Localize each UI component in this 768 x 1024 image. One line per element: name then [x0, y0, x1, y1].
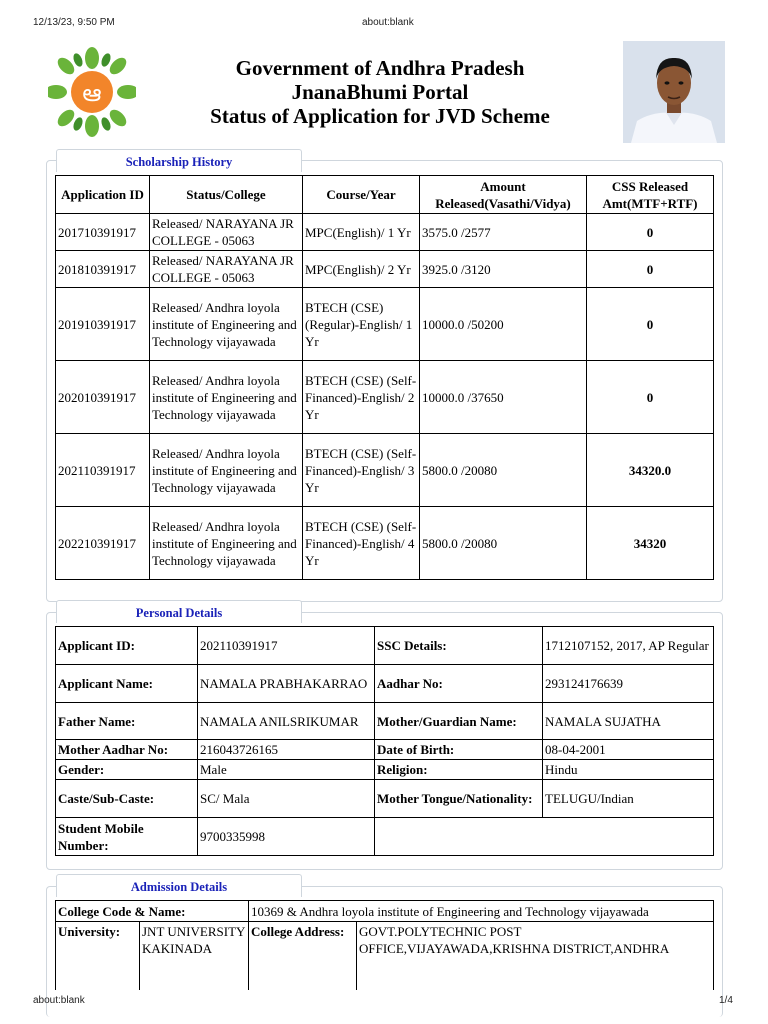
mother-tongue-label: Mother Tongue/Nationality:: [375, 780, 543, 818]
mother-tongue-value: TELUGU/Indian: [543, 780, 714, 818]
svg-text:ఆ: ఆ: [82, 79, 102, 107]
print-page-title: about:blank: [362, 17, 414, 28]
mobile-label: Student Mobile Number:: [56, 818, 198, 856]
table-row: [56, 214, 714, 251]
print-page-number: 1/4: [719, 995, 733, 1006]
gender-label: Gender:: [56, 760, 198, 780]
css-released: 34320: [587, 507, 714, 580]
application-id: 202110391917: [56, 434, 150, 507]
table-row: [56, 665, 714, 703]
table-row: [56, 760, 714, 780]
applicant-id-label: Applicant ID:: [56, 627, 198, 665]
university-value: JNT UNIVERSITY KAKINADA: [140, 922, 249, 991]
caste-value: SC/ Mala: [198, 780, 375, 818]
header-portal: JnanaBhumi Portal: [291, 80, 469, 104]
css-released: 0: [587, 251, 714, 288]
table-row: [56, 780, 714, 818]
table-row: [56, 901, 714, 922]
college-address-label: College Address:: [249, 922, 357, 991]
personal-details-tab: Personal Details: [56, 600, 302, 623]
table-row: [56, 434, 714, 507]
course-year: BTECH (CSE) (Self-Financed)-English/ 2 Yr: [303, 361, 420, 434]
father-name-value: NAMALA ANILSRIKUMAR: [198, 703, 375, 740]
table-row: [56, 251, 714, 288]
header-status-title: Status of Application for JVD Scheme: [210, 104, 550, 128]
table-row: [56, 818, 714, 856]
scholarship-table: [55, 175, 714, 580]
amount-released: 5800.0 /20080: [420, 507, 587, 580]
university-label: University:: [56, 922, 140, 991]
print-footer-url: about:blank: [33, 995, 85, 1006]
course-year: MPC(English)/ 1 Yr: [303, 214, 420, 251]
col-status-college: Status/College: [150, 176, 303, 214]
application-id: 202210391917: [56, 507, 150, 580]
course-year: BTECH (CSE) (Regular)-English/ 1 Yr: [303, 288, 420, 361]
table-row: [56, 703, 714, 740]
col-course-year: Course/Year: [303, 176, 420, 214]
dob-value: 08-04-2001: [543, 740, 714, 760]
css-released: 0: [587, 288, 714, 361]
personal-details-table: [55, 626, 714, 856]
amount-released: 3925.0 /3120: [420, 251, 587, 288]
applicant-name-value: NAMALA PRABHAKARRAO: [198, 665, 375, 703]
status-college: Released/ Andhra loyola institute of Engineering and Technology vijayawada: [150, 507, 303, 580]
college-address-value: GOVT.POLYTECHNIC POST OFFICE,VIJAYAWADA,KRISHNA DISTRICT,ANDHRA: [357, 922, 714, 991]
table-row: [56, 922, 714, 991]
status-college: Released/ NARAYANA JR COLLEGE - 05063: [150, 251, 303, 288]
aadhar-no-value: 293124176639: [543, 665, 714, 703]
admission-details-table: [55, 900, 714, 990]
amount-released: 10000.0 /37650: [420, 361, 587, 434]
css-released: 0: [587, 214, 714, 251]
mother-aadhar-value: 216043726165: [198, 740, 375, 760]
ssc-details-value: 1712107152, 2017, AP Regular: [543, 627, 714, 665]
religion-label: Religion:: [375, 760, 543, 780]
application-id: 201810391917: [56, 251, 150, 288]
col-css-released: CSS Released Amt(MTF+RTF): [587, 176, 714, 214]
table-row: [56, 507, 714, 580]
course-year: MPC(English)/ 2 Yr: [303, 251, 420, 288]
mother-aadhar-label: Mother Aadhar No:: [56, 740, 198, 760]
applicant-photo: [623, 41, 725, 143]
scholarship-header-row: [56, 176, 714, 214]
status-college: Released/ NARAYANA JR COLLEGE - 05063: [150, 214, 303, 251]
table-row: [56, 740, 714, 760]
admission-table-clip: [0, 900, 768, 990]
status-college: Released/ Andhra loyola institute of Engineering and Technology vijayawada: [150, 288, 303, 361]
mother-name-value: NAMALA SUJATHA: [543, 703, 714, 740]
course-year: BTECH (CSE) (Self-Financed)-English/ 3 Yr: [303, 434, 420, 507]
college-code-value: 10369 & Andhra loyola institute of Engineering and Technology vijayawada: [249, 901, 714, 922]
header-government: Government of Andhra Pradesh: [235, 56, 525, 80]
course-year: BTECH (CSE) (Self-Financed)-English/ 4 Yr: [303, 507, 420, 580]
applicant-id-value: 202110391917: [198, 627, 375, 665]
caste-label: Caste/Sub-Caste:: [56, 780, 198, 818]
css-released: 34320.0: [587, 434, 714, 507]
table-row: [56, 627, 714, 665]
applicant-name-label: Applicant Name:: [56, 665, 198, 703]
empty-cell: [375, 818, 714, 856]
amount-released: 3575.0 /2577: [420, 214, 587, 251]
css-released: 0: [587, 361, 714, 434]
ssc-details-label: SSC Details:: [375, 627, 543, 665]
jnanabhumi-logo: [48, 46, 136, 138]
table-row: [56, 288, 714, 361]
father-name-label: Father Name:: [56, 703, 198, 740]
gender-value: Male: [198, 760, 375, 780]
religion-value: Hindu: [543, 760, 714, 780]
mobile-value: 9700335998: [198, 818, 375, 856]
amount-released: 5800.0 /20080: [420, 434, 587, 507]
amount-released: 10000.0 /50200: [420, 288, 587, 361]
col-application-id: Application ID: [56, 176, 150, 214]
table-row: [56, 361, 714, 434]
mother-name-label: Mother/Guardian Name:: [375, 703, 543, 740]
admission-details-tab: Admission Details: [56, 874, 302, 897]
status-college: Released/ Andhra loyola institute of Engineering and Technology vijayawada: [150, 361, 303, 434]
col-amount-released: Amount Released(Vasathi/Vidya): [420, 176, 587, 214]
aadhar-no-label: Aadhar No:: [375, 665, 543, 703]
college-code-label: College Code & Name:: [56, 901, 249, 922]
print-datetime: 12/13/23, 9:50 PM: [33, 17, 115, 28]
dob-label: Date of Birth:: [375, 740, 543, 760]
scholarship-history-tab: Scholarship History: [56, 149, 302, 172]
application-id: 201710391917: [56, 214, 150, 251]
application-id: 201910391917: [56, 288, 150, 361]
status-college: Released/ Andhra loyola institute of Engineering and Technology vijayawada: [150, 434, 303, 507]
application-id: 202010391917: [56, 361, 150, 434]
